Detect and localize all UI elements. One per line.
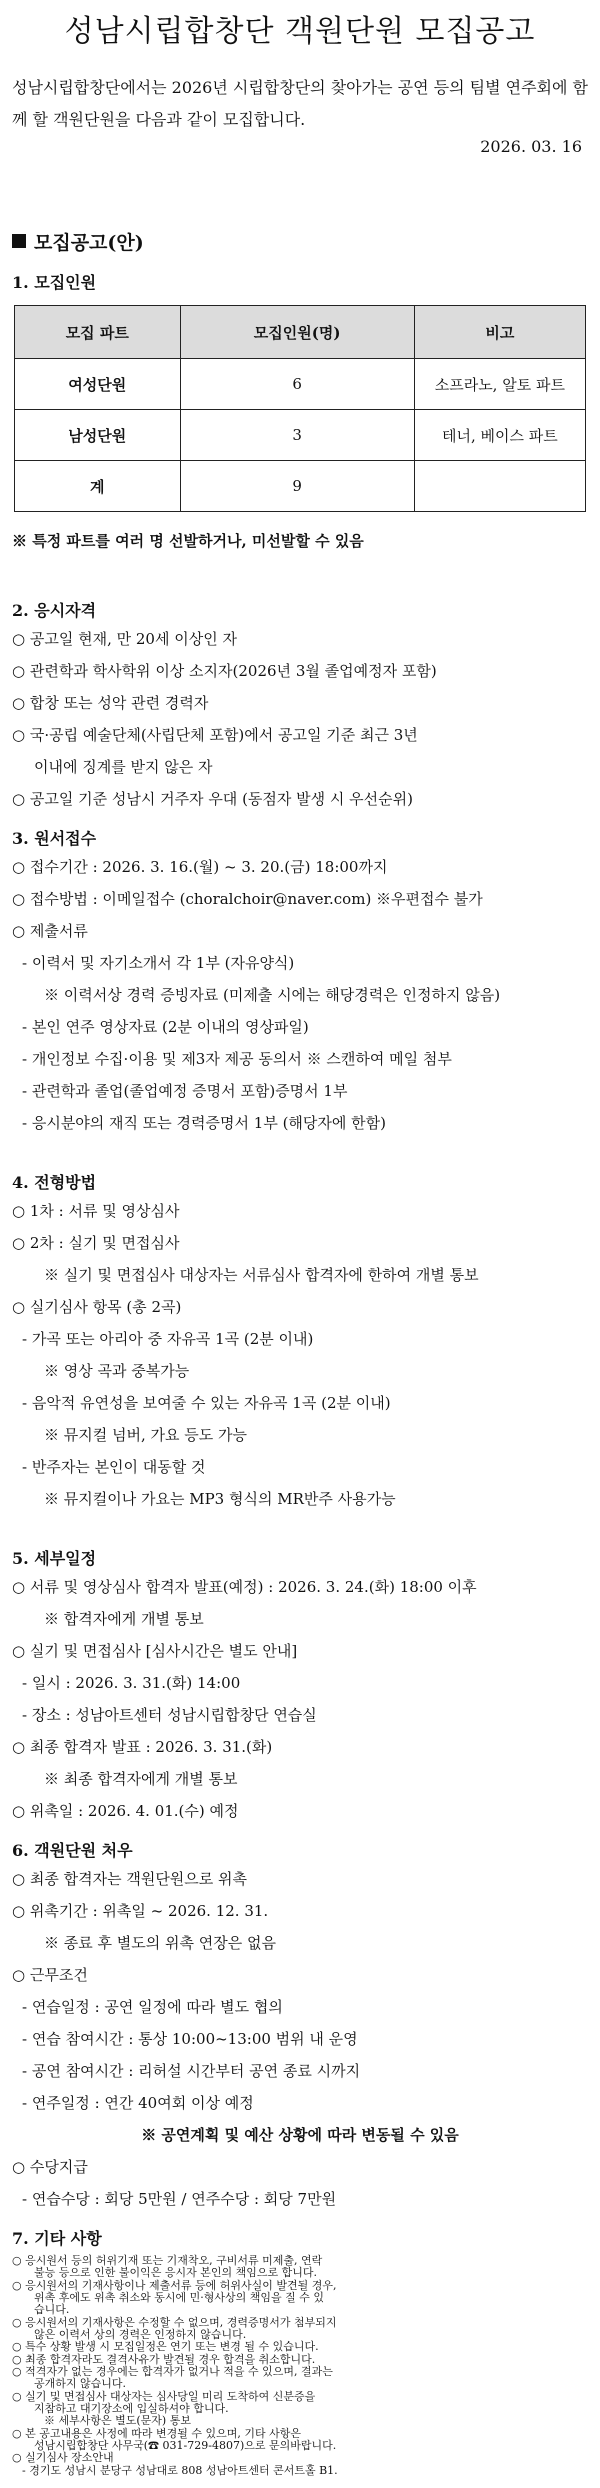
s4-heading: 4. 전형방법 — [12, 1173, 97, 1192]
s7-heading: 7. 기타 사항 — [12, 2229, 102, 2248]
page-title: 성남시립합창단 객원단원 모집공고 — [64, 14, 536, 49]
list-item: - 연습수당 : 회당 5만원 / 연주수당 : 회당 7만원 — [22, 2190, 337, 2208]
list-item: ○ 최종 합격자라도 결격사유가 발견될 경우 합격을 취소합니다. — [12, 2352, 316, 2366]
list-item: - 개인정보 수집·이용 및 제3자 제공 동의서 ※ 스캔하여 메일 첨부 — [22, 1050, 452, 1068]
list-item: ○ 실기 및 면접심사 대상자는 심사당일 미리 도착하여 신분증을 — [12, 2389, 316, 2403]
table-cell: 테너, 베이스 파트 — [414, 410, 585, 461]
s1-heading: 1. 모집인원 — [12, 273, 97, 292]
list-item: 불능 등으로 인한 불이익은 응시자 본인의 책임으로 합니다. — [34, 2266, 317, 2280]
table-header: 비고 — [414, 306, 585, 359]
list-item: ○ 제출서류 — [12, 922, 88, 940]
list-item: - 연습 참여시간 : 통상 10:00~13:00 범위 내 운영 — [22, 2030, 358, 2048]
table-cell: 3 — [180, 410, 414, 461]
list-item: ※ 공연계획 및 예산 상황에 따라 변동될 수 있음 — [141, 2126, 459, 2144]
list-item: 이내에 징계를 받지 않은 자 — [34, 758, 213, 776]
list-item: ○ 1차 : 서류 및 영상심사 — [12, 1202, 180, 1220]
list-item: ○ 응시원서의 기재사항이나 제출서류 등에 허위사실이 발견될 경우, — [12, 2278, 337, 2292]
list-item: ※ 뮤지컬 넘버, 가요 등도 가능 — [44, 1426, 247, 1444]
square-bullet-icon — [12, 234, 26, 248]
list-item: ○ 수당지급 — [12, 2158, 88, 2176]
s2-heading: 2. 응시자격 — [12, 601, 97, 620]
list-item: - 음악적 유연성을 보여줄 수 있는 자유곡 1곡 (2분 이내) — [22, 1394, 391, 1412]
list-item: ○ 위촉기간 : 위촉일 ~ 2026. 12. 31. — [12, 1902, 269, 1920]
list-item: 성남시립합창단 사무국(☎ 031-729-4807)으로 문의바랍니다. — [34, 2439, 337, 2452]
list-item: - 본인 연주 영상자료 (2분 이내의 영상파일) — [22, 1018, 309, 1036]
list-item: ※ 종료 후 별도의 위촉 연장은 없음 — [44, 1934, 276, 1952]
section-title-text: 모집공고(안) — [34, 232, 144, 254]
recruit-table — [14, 305, 586, 512]
list-item: ○ 위촉일 : 2026. 4. 01.(수) 예정 — [12, 1802, 239, 1820]
list-item: ○ 응시원서 등의 허위기재 또는 기재착오, 구비서류 미제출, 연락 — [12, 2254, 323, 2267]
list-item: - 관련학과 졸업(졸업예정 증명서 포함)증명서 1부 — [22, 1082, 348, 1100]
table-cell: 여성단원 — [15, 359, 181, 410]
table-row — [15, 410, 586, 461]
list-item: 않은 이력서 상의 경력은 인정하지 않습니다. — [34, 2328, 247, 2341]
s3-heading: 3. 원서접수 — [12, 829, 97, 848]
table-cell — [414, 461, 585, 512]
list-item: - 반주자는 본인이 대동할 것 — [22, 1458, 206, 1476]
list-item: ○ 공고일 현재, 만 20세 이상인 자 — [12, 630, 237, 648]
list-item: ○ 실기심사 장소안내 — [12, 2451, 114, 2465]
list-item: ○ 접수기간 : 2026. 3. 16.(월) ~ 3. 20.(금) 18:00까지 — [12, 858, 388, 876]
notice-date: 2026. 03. 16 — [480, 137, 582, 156]
list-item: ○ 공고일 기준 성남시 거주자 우대 (동점자 발생 시 우선순위) — [12, 790, 413, 808]
list-item: ○ 실기심사 항목 (총 2곡) — [12, 1298, 182, 1316]
list-item: - 공연 참여시간 : 리허설 시간부터 공연 종료 시까지 — [22, 2062, 361, 2080]
table-header: 모집 파트 — [15, 306, 181, 359]
list-item: - 응시분야의 재직 또는 경력증명서 1부 (해당자에 한함) — [22, 1114, 386, 1132]
list-item: ※ 세부사항은 별도(문자) 통보 — [44, 2414, 191, 2428]
list-item: 지참하고 대기장소에 입실하셔야 합니다. — [34, 2402, 229, 2415]
list-item: ○ 본 공고내용은 사정에 따라 변경될 수 있으며, 기타 사항은 — [12, 2426, 301, 2440]
table-row — [15, 359, 586, 410]
table-cell: 6 — [180, 359, 414, 410]
table-cell: 소프라노, 알토 파트 — [414, 359, 585, 410]
table-header-row — [15, 306, 586, 359]
list-item: 습니다. — [34, 2303, 70, 2317]
list-item: - 연주일정 : 연간 40여회 이상 예정 — [22, 2094, 254, 2112]
table-cell: 9 — [180, 461, 414, 512]
table-cell: 남성단원 — [15, 410, 181, 461]
list-item: ○ 2차 : 실기 및 면접심사 — [12, 1234, 180, 1252]
list-item: ○ 최종 합격자 발표 : 2026. 3. 31.(화) — [12, 1738, 273, 1756]
table-header: 모집인원(명) — [180, 306, 414, 359]
list-item: 위촉 후에도 위촉 취소와 동시에 민·형사상의 책임을 질 수 있 — [34, 2291, 324, 2304]
list-item: ○ 접수방법 : 이메일접수 (choralchoir@naver.com) ※우편접수 불가 — [12, 890, 483, 908]
list-item: - 경기도 성남시 분당구 성남대로 808 성남아트센터 콘서트홀 B1. — [22, 2463, 338, 2477]
list-item: ○ 관련학과 학사학위 이상 소지자(2026년 3월 졸업예정자 포함) — [12, 662, 437, 680]
intro-paragraph: 성남시립합창단에서는 2026년 시립합창단의 찾아가는 공연 등의 팀별 연주회에 함께 할 객원단원을 다음과 같이 모집합니다. — [12, 78, 588, 129]
list-item: ○ 최종 합격자는 객원단원으로 위촉 — [12, 1870, 248, 1888]
list-item: ※ 뮤지컬이나 가요는 MP3 형식의 MR반주 사용가능 — [44, 1490, 396, 1508]
s1-note: ※ 특정 파트를 여러 명 선발하거나, 미선발할 수 있음 — [12, 532, 364, 550]
list-item: ※ 이력서상 경력 증빙자료 (미제출 시에는 해당경력은 인정하지 않음) — [44, 986, 501, 1004]
list-item: - 일시 : 2026. 3. 31.(화) 14:00 — [22, 1674, 241, 1692]
list-item: ※ 합격자에게 개별 통보 — [44, 1610, 204, 1628]
s6-heading: 6. 객원단원 처우 — [12, 1841, 133, 1860]
list-item: - 이력서 및 자기소개서 각 1부 (자유양식) — [22, 954, 295, 972]
table-row — [15, 461, 586, 512]
table-cell: 계 — [15, 461, 181, 512]
list-item: - 가곡 또는 아리아 중 자유곡 1곡 (2분 이내) — [22, 1330, 314, 1348]
list-item: ※ 최종 합격자에게 개별 통보 — [44, 1770, 238, 1788]
list-item: ○ 합창 또는 성악 관련 경력자 — [12, 694, 209, 712]
list-item: - 장소 : 성남아트센터 성남시립합창단 연습실 — [22, 1706, 317, 1724]
list-item: 공개하지 않습니다. — [34, 2377, 127, 2391]
list-item: ○ 응시원서의 기재사항은 수정할 수 없으며, 경력증명서가 첨부되지 — [12, 2315, 337, 2329]
list-item: - 연습일정 : 공연 일정에 따라 별도 협의 — [22, 1998, 283, 2016]
list-item: ○ 근무조건 — [12, 1966, 88, 1984]
list-item: ○ 특수 상황 발생 시 모집일정은 연기 또는 변경 될 수 있습니다. — [12, 2340, 319, 2354]
section-title — [12, 228, 144, 255]
list-item: ※ 영상 곡과 중복가능 — [44, 1362, 190, 1380]
list-item: ※ 실기 및 면접심사 대상자는 서류심사 합격자에 한하여 개별 통보 — [44, 1266, 479, 1284]
s5-heading: 5. 세부일정 — [12, 1549, 97, 1568]
list-item: ○ 국·공립 예술단체(사립단체 포함)에서 공고일 기준 최근 3년 — [12, 726, 418, 744]
list-item: ○ 적격자가 없는 경우에는 합격자가 없거나 적을 수 있으며, 결과는 — [12, 2365, 333, 2378]
list-item: ○ 실기 및 면접심사 [심사시간은 별도 안내] — [12, 1642, 298, 1660]
list-item: ○ 서류 및 영상심사 합격자 발표(예정) : 2026. 3. 24.(화) 18:00 이후 — [12, 1578, 477, 1596]
